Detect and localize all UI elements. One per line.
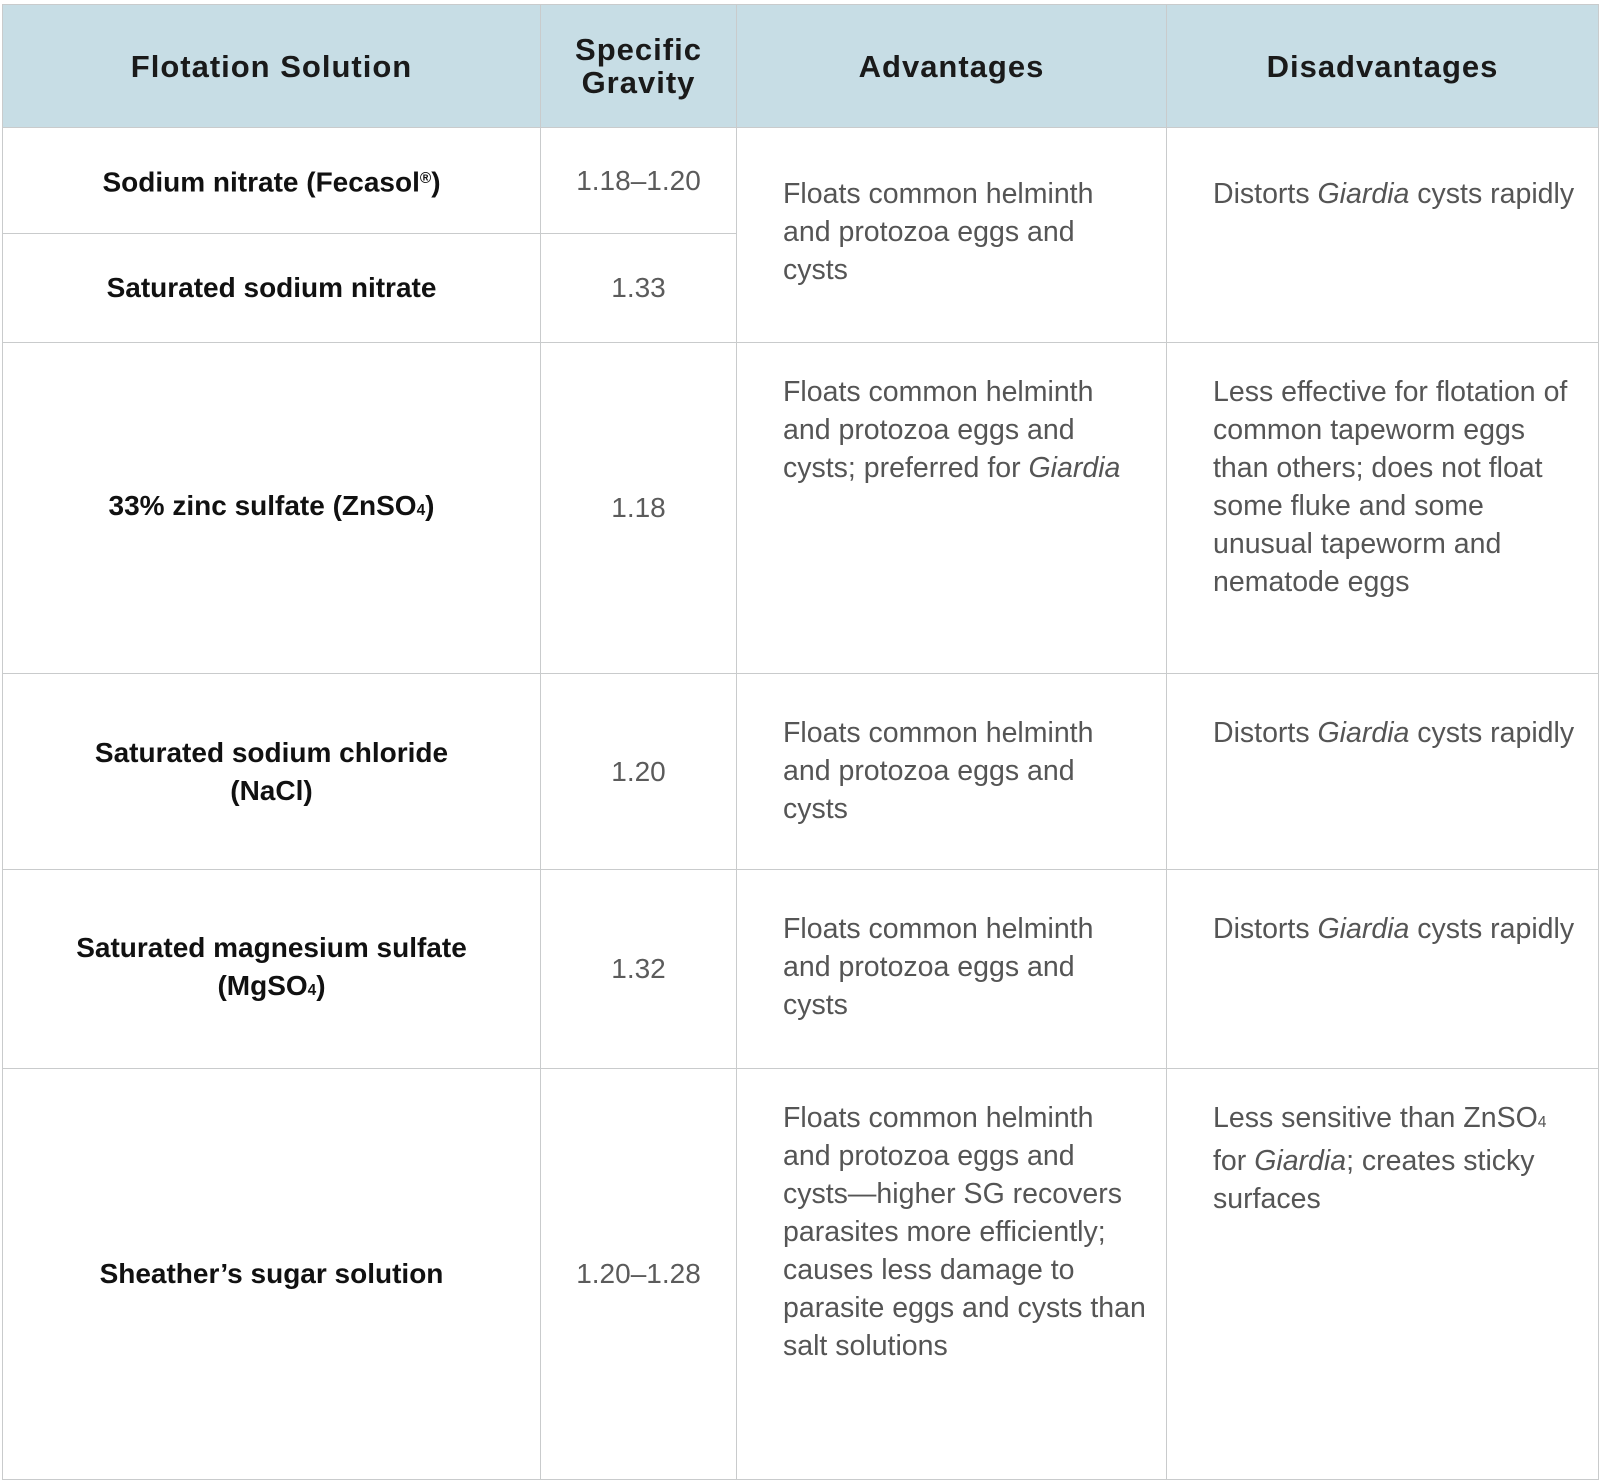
name-line1: Saturated sodium chloride: [94, 736, 449, 768]
specific-gravity-saturated-sodium-nitrate: 1.33: [541, 234, 737, 343]
header-specific-gravity: [541, 5, 737, 128]
disadvantages-sodium-chloride: [1167, 674, 1599, 870]
name-text-suffix: ): [425, 489, 435, 521]
dis-text: Distorts: [1213, 178, 1318, 210]
subscript-4: 4: [307, 981, 317, 999]
specific-gravity-magnesium-sulfate: 1.32: [541, 870, 737, 1069]
table-row-zinc-sulfate: [3, 343, 1599, 674]
dis-text-post: ; creates sticky surfaces: [1213, 1145, 1535, 1215]
adv-text: Floats common helminth and protozoa eggs and cysts; preferred for: [783, 376, 1094, 484]
disadvantages-zinc-sulfate: Less effective for flotation of common tapeworm eggs than others; does not float some fluke and some unusual tapeworm and nematode eggs: [1167, 343, 1599, 674]
header-row: [3, 5, 1599, 128]
header-disadvantages: Disadvantages: [1167, 5, 1599, 128]
dis-text: Distorts: [1213, 717, 1318, 749]
specific-gravity-sodium-chloride: 1.20: [541, 674, 737, 870]
giardia-italic: Giardia: [1317, 913, 1410, 945]
header-advantages: Advantages: [737, 5, 1167, 128]
giardia-italic: Giardia: [1317, 717, 1410, 749]
specific-gravity-zinc-sulfate: 1.18: [541, 343, 737, 674]
table-row-sodium-nitrate: [3, 128, 1599, 234]
disadvantages-magnesium-sulfate: [1167, 870, 1599, 1069]
subscript-4: 4: [1537, 1114, 1547, 1131]
name-text: Sodium nitrate (Fecasol: [102, 166, 420, 198]
solution-name-sodium-chloride: [3, 674, 541, 870]
header-flotation-solution: Flotation Solution: [3, 5, 541, 128]
dis-text: Distorts: [1213, 913, 1318, 945]
table-row-magnesium-sulfate: [3, 870, 1599, 1069]
name-line2-suffix: ): [316, 969, 326, 1001]
disadvantages-nitrate: [1167, 128, 1599, 343]
advantages-magnesium-sulfate: Floats common helminth and protozoa eggs and cysts: [737, 870, 1167, 1069]
solution-name-sodium-nitrate: [3, 128, 541, 234]
giardia-italic: Giardia: [1254, 1145, 1347, 1177]
name-line2: (MgSO: [217, 969, 308, 1001]
solution-name-zinc-sulfate: [3, 343, 541, 674]
name-text-suffix: ): [431, 166, 441, 198]
subscript-4: 4: [416, 501, 426, 519]
table-row-sodium-chloride: [3, 674, 1599, 870]
dis-text-post: cysts rapidly: [1409, 717, 1575, 749]
advantages-sheather-sugar: Floats common helminth and protozoa eggs and cysts—higher SG recovers parasites more efficiently; causes less damage to parasite eggs and cysts than salt solutions: [737, 1069, 1167, 1480]
header-specific-gravity-line1: Specific: [575, 32, 702, 67]
dis-text-post: cysts rapidly: [1409, 913, 1575, 945]
name-line1: Saturated magnesium sulfate: [76, 931, 467, 963]
giardia-italic: Giardia: [1317, 178, 1410, 210]
dis-text-post: cysts rapidly: [1409, 178, 1575, 210]
name-line2: (NaCl): [230, 774, 313, 806]
advantages-nitrate: Floats common helminth and protozoa eggs and cysts: [737, 128, 1167, 343]
solution-name-saturated-sodium-nitrate: Saturated sodium nitrate: [3, 234, 541, 343]
specific-gravity-sheather-sugar: 1.20–1.28: [541, 1069, 737, 1480]
advantages-zinc-sulfate: [737, 343, 1167, 674]
solution-name-sheather-sugar: Sheather’s sugar solution: [3, 1069, 541, 1480]
giardia-italic: Giardia: [1028, 452, 1121, 484]
disadvantages-sheather-sugar: [1167, 1069, 1599, 1480]
advantages-sodium-chloride: Floats common helminth and protozoa eggs and cysts: [737, 674, 1167, 870]
dis-text-mid: for: [1213, 1145, 1255, 1177]
table-row-sheather-sugar: [3, 1069, 1599, 1480]
dis-text: Less sensitive than ZnSO: [1213, 1102, 1538, 1134]
flotation-solutions-table: [2, 4, 1599, 1480]
name-text: 33% zinc sulfate (ZnSO: [108, 489, 417, 521]
specific-gravity-sodium-nitrate: 1.18–1.20: [541, 128, 737, 234]
flotation-solutions-table-container: [2, 4, 1599, 1480]
header-specific-gravity-line2: Gravity: [581, 65, 696, 100]
solution-name-magnesium-sulfate: [3, 870, 541, 1069]
registered-mark: ®: [419, 169, 432, 187]
